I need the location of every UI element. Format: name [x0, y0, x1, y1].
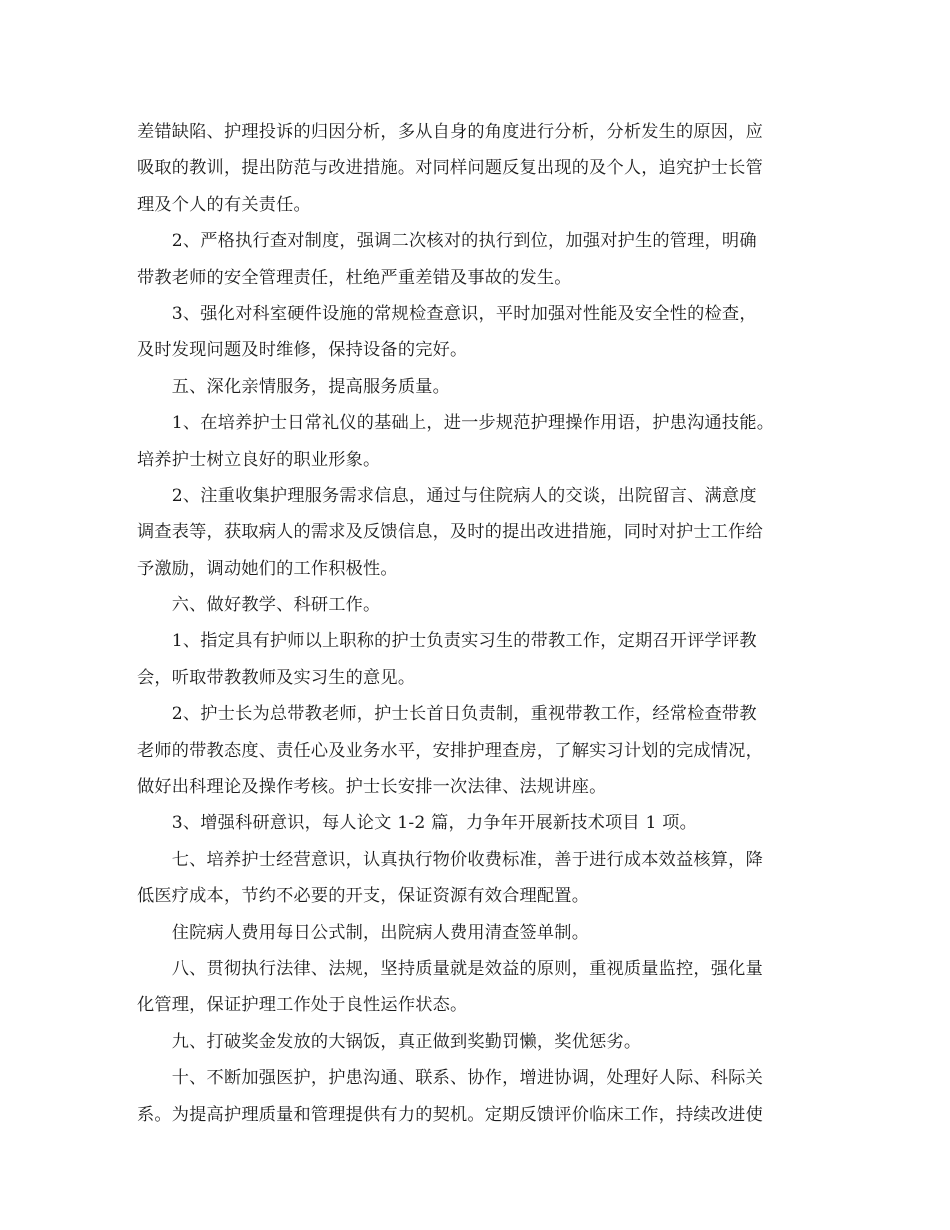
text-line: 系。为提高护理质量和管理提供有力的契机。定期反馈评价临床工作，持续改进使: [137, 1104, 763, 1125]
section-heading: 七、培养护士经营意识，认真执行物价收费标准，善于进行成本效益核算，降: [137, 849, 763, 870]
text-line: 1、在培养护士日常礼仪的基础上，进一步规范护理操作用语，护患沟通技能。: [137, 413, 775, 434]
text-line: 住院病人费用每日公式制，出院病人费用清查签单制。: [137, 922, 590, 943]
document-body: [137, 114, 827, 1133]
text-line: 2、护士长为总带教老师，护士长首日负责制，重视带教工作，经常检查带教: [137, 704, 757, 725]
text-line: 吸取的教训，提出防范与改进措施。对同样问题反复出现的及个人，追究护士长管: [137, 158, 763, 179]
text-line: 带教老师的安全管理责任，杜绝严重差错及事故的发生。: [137, 267, 572, 288]
text-line: 做好出科理论及操作考核。护士长安排一次法律、法规讲座。: [137, 777, 607, 798]
text-line: 予激励，调动她们的工作积极性。: [137, 558, 398, 579]
text-line: 2、严格执行查对制度，强调二次核对的执行到位，加强对护生的管理，明确: [137, 231, 757, 252]
text-line: 培养护士树立良好的职业形象。: [137, 449, 381, 470]
text-line: 3、增强科研意识，每人论文 1-2 篇，力争年开展新技术项目 1 项。: [137, 813, 698, 834]
text-line: 会，听取带教教师及实习生的意见。: [137, 667, 416, 688]
text-line: 老师的带教态度、责任心及业务水平，安排护理查房，了解实习计划的完成情况，: [137, 740, 763, 761]
text-line: 及时发现问题及时维修，保持设备的完好。: [137, 340, 468, 361]
section-heading: 九、打破奖金发放的大锅饭，真正做到奖勤罚懒，奖优惩劣。: [137, 1031, 642, 1052]
text-line: 化管理，保证护理工作处于良性运作状态。: [137, 995, 468, 1016]
text-line: 理及个人的有关责任。: [137, 194, 311, 215]
text-line: 差错缺陷、护理投诉的归因分析，多从自身的角度进行分析，分析发生的原因，应: [137, 122, 763, 142]
text-line: 2、注重收集护理服务需求信息，通过与住院病人的交谈，出院留言、满意度: [137, 485, 757, 506]
text-line: 低医疗成本，节约不必要的开支，保证资源有效合理配置。: [137, 886, 590, 907]
section-heading: 八、贯彻执行法律、法规，坚持质量就是效益的原则，重视质量监控，强化量: [137, 958, 763, 979]
text-line: 3、强化对科室硬件设施的常规检查意识，平时加强对性能及安全性的检查，: [137, 303, 757, 324]
section-heading: 六、做好教学、科研工作。: [137, 595, 381, 616]
text-line: 调查表等，获取病人的需求及反馈信息，及时的提出改进措施，同时对护士工作给: [137, 522, 763, 543]
section-heading: 五、深化亲情服务，提高服务质量。: [137, 376, 450, 397]
section-heading: 十、不断加强医护，护患沟通、联系、协作，增进协调，处理好人际、科际关: [137, 1068, 763, 1089]
text-line: 1、指定具有护师以上职称的护士负责实习生的带教工作，定期召开评学评教: [137, 631, 757, 652]
